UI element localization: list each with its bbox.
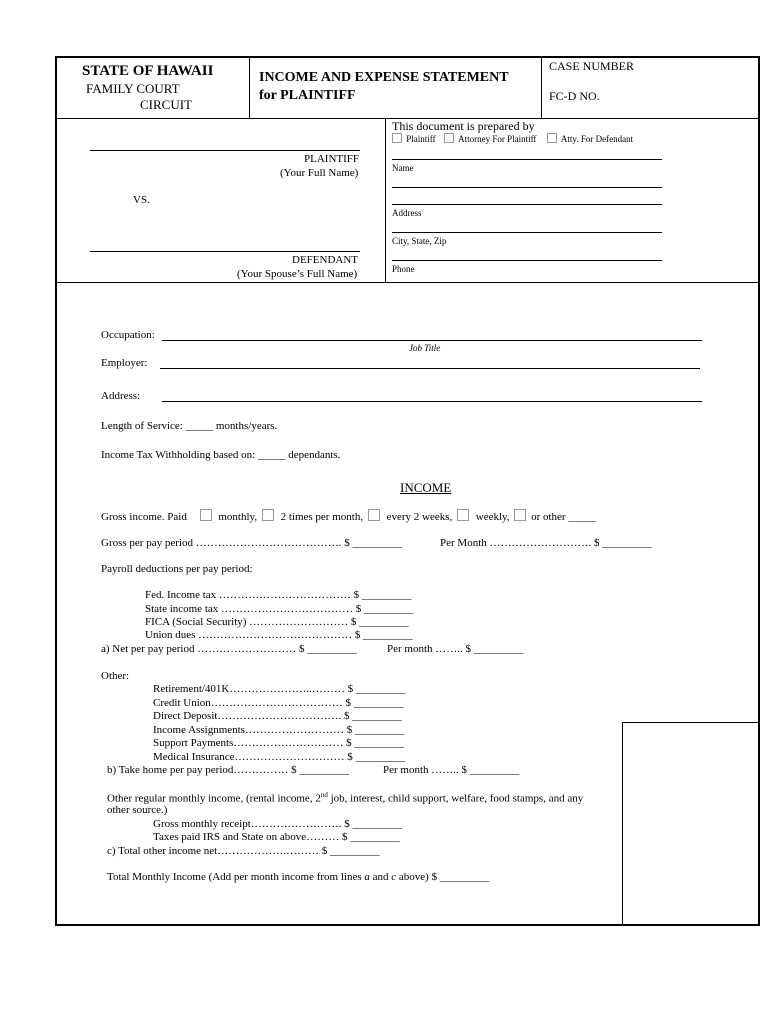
monthly-checkbox[interactable] <box>200 509 212 521</box>
gross-per-month[interactable]: Per Month ………………………. $ _________ <box>440 537 652 549</box>
phone-label: Phone <box>392 264 415 274</box>
parties-divider <box>385 118 386 282</box>
prepared-by-title: This document is prepared by <box>392 119 535 133</box>
plaintiff-sub: (Your Full Name) <box>280 167 359 179</box>
gross-per-pay-period[interactable]: Gross per pay period …………………………………. $ _________ <box>101 537 402 549</box>
deduction-fed-income-tax[interactable]: Fed. Income tax ……………………………… $ _________ <box>145 589 412 601</box>
employer-label: Employer: <box>101 357 148 369</box>
plaintiff-label: PLAINTIFF <box>304 153 360 165</box>
other-retirement-401k[interactable]: Retirement/401K…………………..……… $ _________ <box>153 683 406 695</box>
form-title: INCOME AND EXPENSE STATEMENT <box>259 70 509 85</box>
defendant-name-field[interactable] <box>90 251 360 252</box>
deduction-fica[interactable]: FICA (Social Security) ……………………… $ _________ <box>145 616 409 628</box>
take-home-per-pay-period[interactable]: b) Take home per pay period…………… $ _________ <box>107 764 349 776</box>
employer-address-field[interactable] <box>162 401 702 402</box>
other-frequency-checkbox[interactable] <box>514 509 526 521</box>
occupation-field[interactable] <box>162 340 702 341</box>
preparer-extra-line[interactable] <box>392 187 662 188</box>
address-label: Address <box>392 208 422 218</box>
plaintiff-option-label: Plaintiff <box>406 134 436 144</box>
total-monthly-text-a: Total Monthly Income (Add per month income from lines <box>107 871 365 883</box>
weekly-label: weekly, <box>475 511 510 523</box>
deduction-state-income-tax[interactable]: State income tax ……………………………… $ _________ <box>145 603 414 615</box>
other-regular-income-line2: other source.) <box>107 804 168 816</box>
name-label: Name <box>392 163 414 173</box>
other-regular-text-a: Other regular monthly income, (rental income, 2 <box>107 792 321 805</box>
taxes-paid[interactable]: Taxes paid IRS and State on above……… $ _________ <box>153 831 400 843</box>
other-support-payments[interactable]: Support Payments………………………… $ _________ <box>153 737 404 749</box>
preparer-city-field[interactable] <box>392 232 662 233</box>
service-blank[interactable]: _____ <box>185 420 214 432</box>
weekly-checkbox[interactable] <box>457 509 469 521</box>
preparer-name-field[interactable] <box>392 159 662 160</box>
vs-label: VS. <box>133 194 150 206</box>
other-income-assignments[interactable]: Income Assignments……………………… $ _________ <box>153 724 405 736</box>
court-name: FAMILY COURT <box>86 81 180 96</box>
circuit-label: CIRCUIT <box>140 97 192 112</box>
total-monthly-text-c: above) $ _________ <box>396 871 490 883</box>
withholding-suffix: dependants. <box>288 449 341 461</box>
plaintiff-checkbox[interactable] <box>392 133 402 143</box>
parties-bottom-rule <box>56 282 759 283</box>
total-monthly-income[interactable] <box>107 871 489 883</box>
side-box <box>622 722 760 926</box>
gross-monthly-receipt[interactable]: Gross monthly receipt……………………. $ _________ <box>153 818 403 830</box>
fcd-number-label: FC-D NO. <box>549 89 600 103</box>
net-per-month[interactable]: Per month …….. $ _________ <box>387 643 524 655</box>
total-monthly-line-c: c <box>391 871 397 883</box>
attorney-defendant-checkbox[interactable] <box>547 133 557 143</box>
plaintiff-name-field[interactable] <box>90 150 360 151</box>
employer-address-label: Address: <box>101 390 141 402</box>
case-number-label: CASE NUMBER <box>549 59 635 73</box>
total-monthly-text-b: and <box>369 871 392 883</box>
other-credit-union[interactable]: Credit Union……………………………… $ _________ <box>153 697 404 709</box>
tax-withholding <box>101 449 340 461</box>
withholding-prefix: Income Tax Withholding based on: <box>101 449 256 461</box>
every-two-weeks-checkbox[interactable] <box>368 509 380 521</box>
employer-field[interactable] <box>160 368 700 369</box>
monthly-label: monthly, <box>218 511 258 523</box>
job-title-label: Job Title <box>409 343 441 353</box>
header-divider-2 <box>541 57 542 118</box>
other-regular-income-line1 <box>107 791 583 805</box>
service-prefix: Length of Service: <box>101 420 183 432</box>
form-subtitle: for PLAINTIFF <box>259 88 356 103</box>
total-monthly-line-a: a <box>364 871 370 883</box>
prepared-options <box>392 133 633 144</box>
net-per-pay-period[interactable]: a) Net per pay period ……………………… $ _________ <box>101 643 357 655</box>
other-deductions-label: Other: <box>101 670 130 682</box>
defendant-sub: (Your Spouse’s Full Name) <box>237 268 358 280</box>
attorney-plaintiff-option-label: Attorney For Plaintiff <box>458 134 537 144</box>
attorney-defendant-option-label: Atty. For Defendant <box>560 134 634 144</box>
other-regular-superscript: nd <box>320 791 328 799</box>
service-suffix: months/years. <box>215 420 278 432</box>
deduction-union-dues[interactable]: Union dues …………………………………… $ _________ <box>145 629 413 641</box>
preparer-phone-field[interactable] <box>392 260 662 261</box>
income-heading: INCOME <box>400 480 452 495</box>
gross-income-prefix: Gross income. Paid <box>101 511 187 523</box>
preparer-address-field[interactable] <box>392 204 662 205</box>
city-state-zip-label: City, State, Zip <box>392 236 447 246</box>
total-other-income[interactable]: c) Total other income net……………….……… $ _________ <box>107 845 380 857</box>
payroll-deductions-label: Payroll deductions per pay period: <box>101 563 253 575</box>
other-frequency-label: or other <box>531 511 566 523</box>
other-medical-insurance[interactable]: Medical Insurance………………………… $ _________ <box>153 751 406 763</box>
length-of-service <box>101 420 277 432</box>
other-direct-deposit[interactable]: Direct Deposit……………………………. $ _________ <box>153 710 402 722</box>
header-divider-1 <box>249 57 250 118</box>
attorney-plaintiff-checkbox[interactable] <box>444 133 454 143</box>
take-home-per-month[interactable]: Per month …….. $ _________ <box>383 764 520 776</box>
twice-monthly-checkbox[interactable] <box>262 509 274 521</box>
withholding-blank[interactable]: _____ <box>257 449 286 461</box>
other-frequency-blank[interactable]: _____ <box>568 511 596 523</box>
occupation-label: Occupation: <box>101 329 155 341</box>
every-two-weeks-label: every 2 weeks, <box>386 511 453 523</box>
twice-monthly-label: 2 times per month, <box>280 511 364 523</box>
gross-income-frequency <box>101 509 596 523</box>
defendant-label: DEFENDANT <box>292 254 358 266</box>
other-regular-text-b: job, interest, child support, welfare, food stamps, and any <box>327 792 584 805</box>
state-title: STATE OF HAWAII <box>82 63 214 79</box>
